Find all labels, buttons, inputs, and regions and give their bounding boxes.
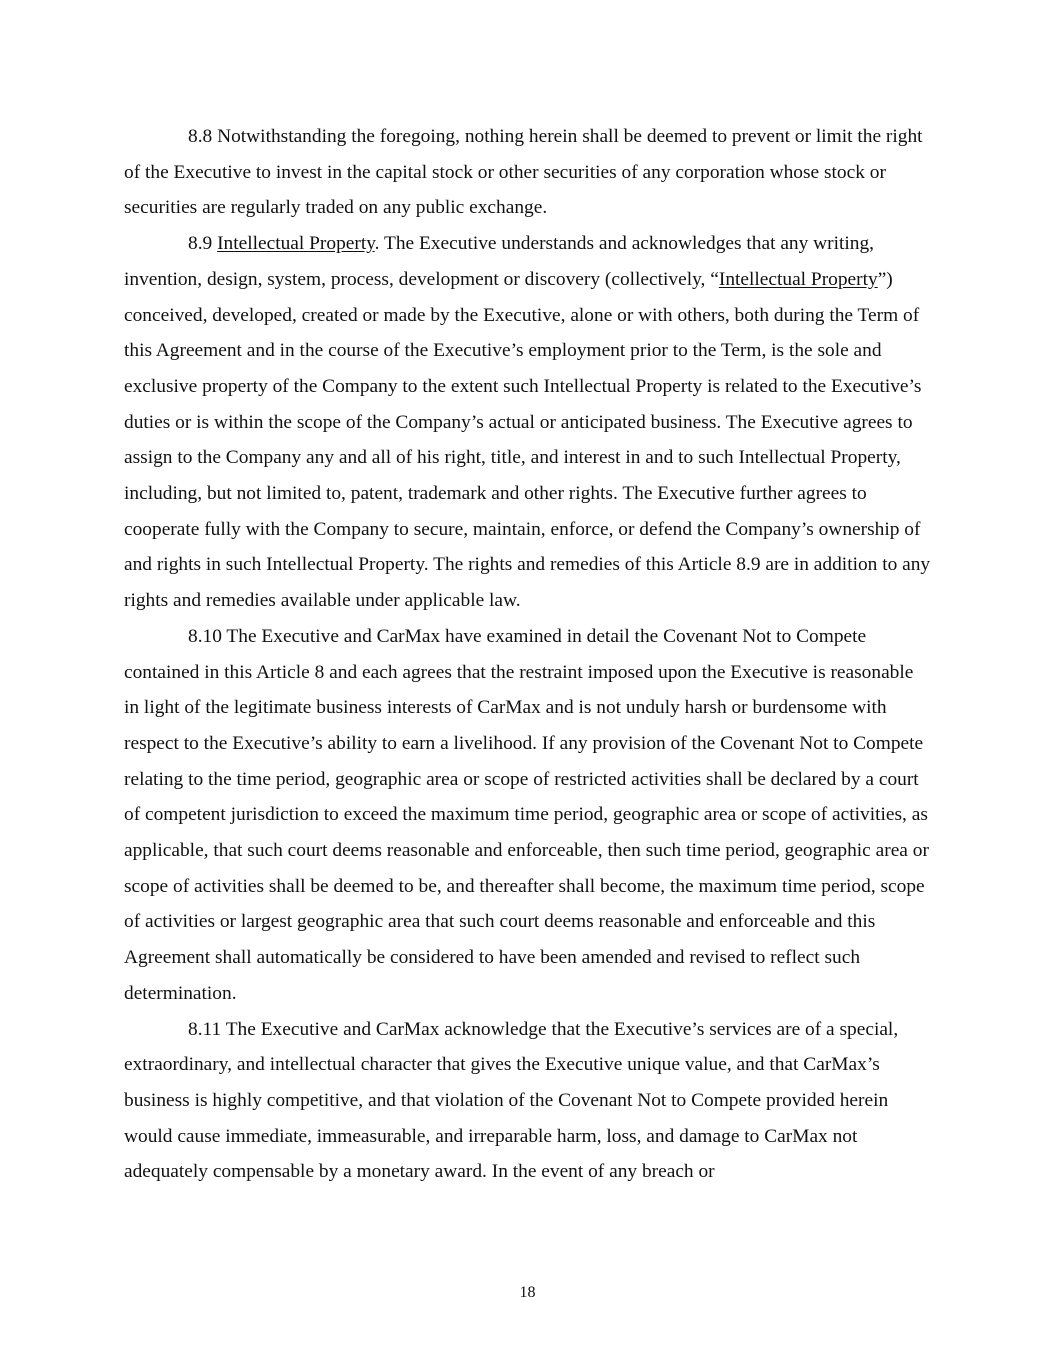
heading-intellectual-property: Intellectual Property <box>217 233 375 255</box>
paragraph-8-8: 8.8 Notwithstanding the foregoing, nothing herein shall be deemed to prevent or limit the right of the Executive to invest in the capital stock or other securities of any corporation whose stock or securities are regularly traded on any public exchange. <box>124 126 923 219</box>
page-number: 18 <box>519 1284 536 1301</box>
paragraph-8-9-text-a: . The Executive understands and acknowledges that any writing, invention, design, system, process, development or discovery (collectively, “ <box>124 233 875 290</box>
paragraph-8-11: 8.11 The Executive and CarMax acknowledge that the Executive’s services are of a special, extraordinary, and intellectual character that gives the Executive unique value, and that CarMax’s business is highly competitive, and that violation of the Covenant Not to Compete provided herein would cause immediate, immeasurable, and irreparable harm, loss, and damage to CarMax not adequately compensable by a monetary award. In the event of any breach or <box>124 1018 899 1183</box>
document-body <box>124 119 932 1190</box>
paragraph-8-9 <box>124 226 932 619</box>
paragraph-8-10: 8.10 The Executive and CarMax have examined in detail the Covenant Not to Compete contained in this Article 8 and each agrees that the restraint imposed upon the Executive is reasonable in light of the legitimate business interests of CarMax and is not unduly harsh or burdensome with respect to the Executive’s ability to earn a livelihood. If any provision of the Covenant Not to Compete relating to the time period, geographic area or scope of restricted activities shall be declared by a court of competent jurisdiction to exceed the maximum time period, geographic area or scope of activities, as applicable, that such court deems reasonable and enforceable, then such time period, geographic area or scope of activities shall be deemed to be, and thereafter shall become, the maximum time period, scope of activities or largest geographic area that such court deems reasonable and enforceable and this Agreement shall automatically be considered to have been amended and revised to reflect such determination. <box>124 625 929 1004</box>
paragraph-8-9-number: 8.9 <box>188 233 218 255</box>
paragraph-8-9-text-b: ”) conceived, developed, created or made by the Executive, alone or with others, both during the Term of this Agreement and in the course of the Executive’s employment prior to the Term, is the sole and exclusive property of the Company to the extent such Intellectual Property is related to the Executive’s duties or is within the scope of the Company’s actual or anticipated business. The Executive agrees to assign to the Company any and all of his right, title, and interest in and to such Intellectual Property, including, but not limited to, patent, trademark and other rights. The Executive further agrees to cooperate fully with the Company to secure, maintain, enforce, or defend the Company’s ownership of and rights in such Intellectual Property. The rights and remedies of this Article 8.9 are in addition to any rights and remedies available under applicable law. <box>124 268 931 612</box>
defined-term-intellectual-property: Intellectual Property <box>718 268 878 290</box>
